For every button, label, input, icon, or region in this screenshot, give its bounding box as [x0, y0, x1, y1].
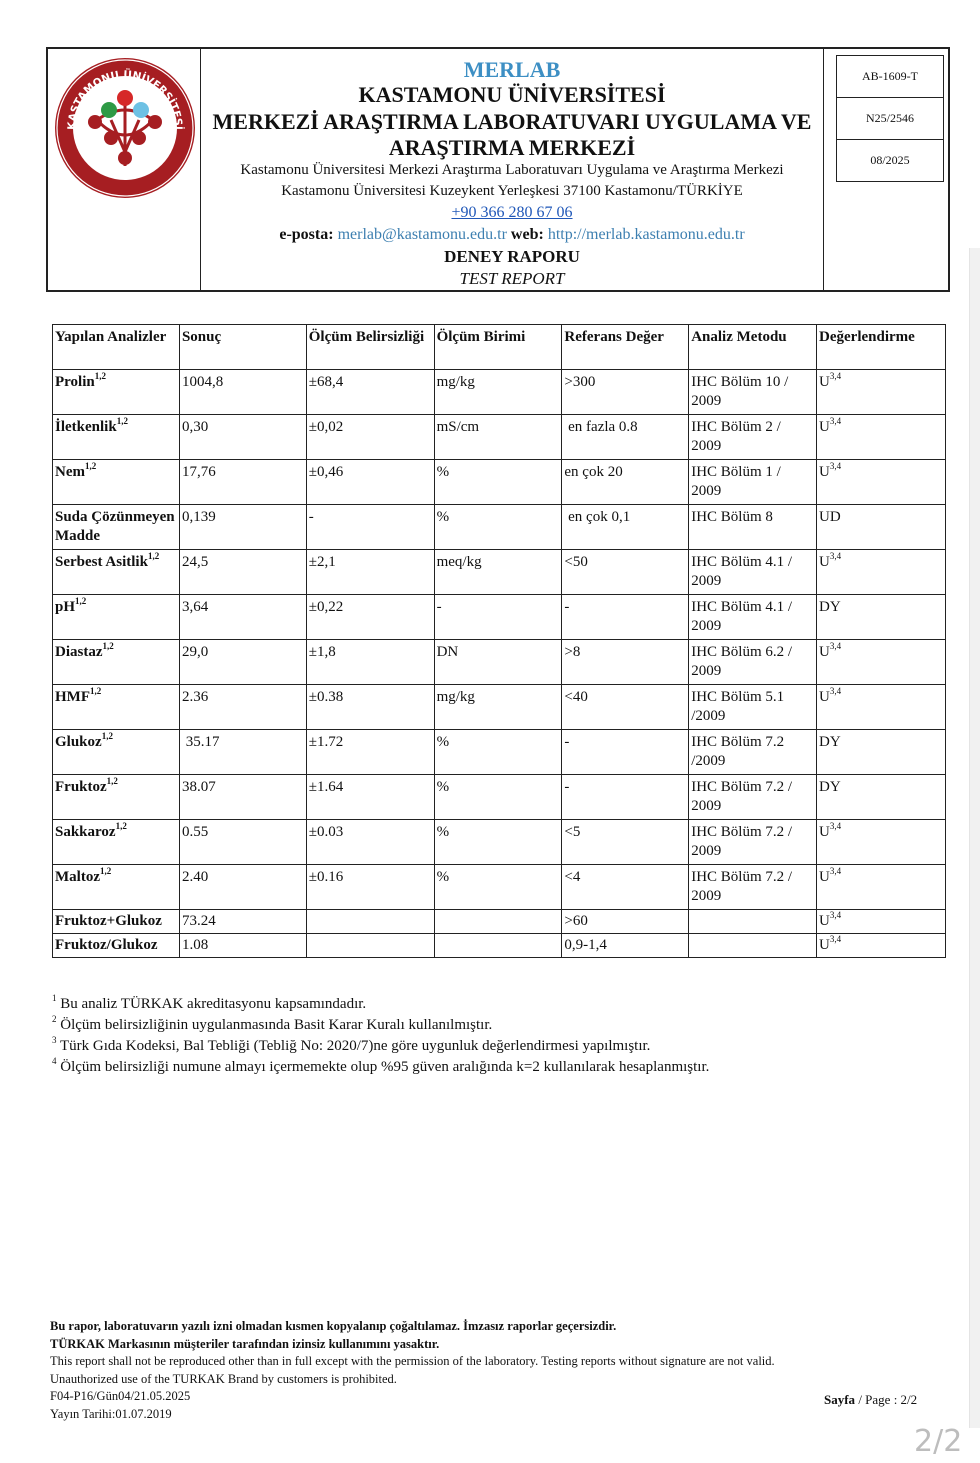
- unit-cell: %: [434, 820, 562, 865]
- report-title-en: TEST REPORT: [459, 269, 565, 288]
- evaluation-cell: U$^{3,4}$: [817, 910, 946, 934]
- method-cell: [689, 934, 817, 958]
- table-row: [53, 820, 946, 865]
- svg-text:KASTAMONU ÜNİVERSİTESİ: KASTAMONU ÜNİVERSİTESİ: [65, 68, 185, 131]
- footnotes: [52, 994, 709, 1078]
- result-cell: 3,64: [179, 595, 306, 640]
- column-header: Ölçüm Birimi: [434, 325, 562, 370]
- evaluation-cell: U$^{3,4}$: [817, 460, 946, 505]
- result-cell: 1.08: [179, 934, 306, 958]
- publish-date: Yayın Tarihi:01.07.2019: [50, 1406, 172, 1421]
- reference-cell: 0,9-1,4: [562, 934, 689, 958]
- analysis-name-cell: Suda Çözünmeyen Madde: [53, 505, 180, 550]
- analysis-name-cell: Sakkaroz$^{1,2}$: [53, 820, 180, 865]
- results-body: [53, 370, 946, 958]
- university-logo: [51, 54, 199, 202]
- uncertainty-cell: [306, 934, 434, 958]
- accreditation-code: AB-1609-T: [837, 56, 943, 98]
- method-cell: IHC Bölüm 7.2 / 2009: [689, 820, 817, 865]
- center-name-line2: ARAŞTIRMA MERKEZİ: [388, 135, 636, 160]
- footnote-item: $^2$ Ölçüm belirsizliğinin uygulanmasında Basit Karar Kuralı kullanılmıştır.: [52, 1014, 493, 1033]
- header-text: [201, 49, 823, 290]
- uncertainty-cell: [306, 910, 434, 934]
- analysis-name-cell: HMF$^{1,2}$: [53, 685, 180, 730]
- analysis-name-cell: Serbest Asitlik$^{1,2}$: [53, 550, 180, 595]
- table-row: [53, 460, 946, 505]
- report-title-tr: DENEY RAPORU: [444, 247, 580, 266]
- evaluation-cell: U$^{3,4}$: [817, 640, 946, 685]
- table-row: [53, 775, 946, 820]
- evaluation-cell: UD: [817, 505, 946, 550]
- table-row: [53, 505, 946, 550]
- evaluation-cell: DY: [817, 730, 946, 775]
- result-cell: 35.17: [179, 730, 306, 775]
- uncertainty-cell: ±0.38: [306, 685, 434, 730]
- copy-warning-tr: Bu rapor, laboratuvarın yazılı izni olmadan kısmen kopyalanıp çoğaltılamaz. İmzasız raporlar geçersizdir.: [50, 1319, 617, 1333]
- method-cell: IHC Bölüm 7.2 / 2009: [689, 865, 817, 910]
- method-cell: [689, 910, 817, 934]
- reference-cell: <50: [562, 550, 689, 595]
- method-cell: IHC Bölüm 7.2 / 2009: [689, 775, 817, 820]
- unit-cell: %: [434, 865, 562, 910]
- reference-cell: -: [562, 775, 689, 820]
- phone-link[interactable]: +90 366 280 67 06: [451, 204, 573, 221]
- result-cell: 0.55: [179, 820, 306, 865]
- reference-cell: en fazla 0.8: [562, 415, 689, 460]
- unit-cell: %: [434, 775, 562, 820]
- method-cell: IHC Bölüm 7.2 /2009: [689, 730, 817, 775]
- result-cell: 0,139: [179, 505, 306, 550]
- analysis-name-cell: Fruktoz$^{1,2}$: [53, 775, 180, 820]
- result-cell: 2.36: [179, 685, 306, 730]
- unit-cell: %: [434, 505, 562, 550]
- report-date: 08/2025: [870, 153, 910, 167]
- table-row: [53, 550, 946, 595]
- reference-cell: en çok 20: [562, 460, 689, 505]
- column-header: Referans Değer: [562, 325, 689, 370]
- analysis-name-cell: Fruktoz+Glukoz: [53, 910, 180, 934]
- unit-cell: DN: [434, 640, 562, 685]
- footnote-item: $^3$ Türk Gıda Kodeksi, Bal Tebliği (Tebliğ No: 2020/7)ne göre uygunluk değerlendirmesi yapılmıştır.: [52, 1035, 651, 1054]
- form-code: F04-P16/Gün04/21.05.2025: [50, 1389, 191, 1403]
- table-header-row: [53, 325, 946, 370]
- analysis-name-cell: Glukoz$^{1,2}$: [53, 730, 180, 775]
- uncertainty-cell: -: [306, 505, 434, 550]
- viewer-page-indicator: 2/2: [914, 1424, 963, 1459]
- analysis-name-cell: pH$^{1,2}$: [53, 595, 180, 640]
- evaluation-cell: U$^{3,4}$: [817, 685, 946, 730]
- footnote-item: $^1$ Bu analiz TÜRKAK akreditasyonu kapsamındadır.: [52, 993, 367, 1012]
- report-number: N25/2546: [837, 98, 943, 140]
- page-number: Sayfa / Page : 2/2: [824, 1392, 918, 1407]
- evaluation-cell: DY: [817, 595, 946, 640]
- copy-warning-en: This report shall not be reproduced other than in full except with the permission of the laboratory. Testing reports without signature are not valid.: [50, 1354, 775, 1368]
- table-row: [53, 865, 946, 910]
- column-header: Sonuç: [179, 325, 306, 370]
- evaluation-cell: U$^{3,4}$: [817, 820, 946, 865]
- table-row: [53, 415, 946, 460]
- unit-cell: -: [434, 595, 562, 640]
- evaluation-cell: DY: [817, 775, 946, 820]
- footnote-item: $^4$ Ölçüm belirsizliği numune almayı içermemekte olup %95 güven aralığında k=2 kullanılarak hesaplanmıştır.: [52, 1056, 710, 1075]
- column-header: Ölçüm Belirsizliği: [306, 325, 434, 370]
- result-cell: 38.07: [179, 775, 306, 820]
- logo-cell: [48, 49, 201, 290]
- method-cell: IHC Bölüm 8: [689, 505, 817, 550]
- uncertainty-cell: ±1.72: [306, 730, 434, 775]
- method-cell: IHC Bölüm 4.1 / 2009: [689, 550, 817, 595]
- analysis-name-cell: Nem$^{1,2}$: [53, 460, 180, 505]
- result-cell: 24,5: [179, 550, 306, 595]
- table-row: [53, 910, 946, 934]
- analysis-name-cell: Prolin$^{1,2}$: [53, 370, 180, 415]
- reference-cell: <5: [562, 820, 689, 865]
- uncertainty-cell: ±2,1: [306, 550, 434, 595]
- unit-cell: mS/cm: [434, 415, 562, 460]
- lab-short-name: MERLAB: [463, 57, 561, 82]
- evaluation-cell: U$^{3,4}$: [817, 550, 946, 595]
- uncertainty-cell: ±0,22: [306, 595, 434, 640]
- reference-cell: en çok 0,1: [562, 505, 689, 550]
- unit-cell: mg/kg: [434, 370, 562, 415]
- unit-cell: %: [434, 460, 562, 505]
- web-link[interactable]: http://merlab.kastamonu.edu.tr: [547, 226, 745, 243]
- reference-cell: >8: [562, 640, 689, 685]
- column-header: Değerlendirme: [817, 325, 946, 370]
- reference-cell: <40: [562, 685, 689, 730]
- evaluation-cell: U$^{3,4}$: [817, 865, 946, 910]
- report-footer: [50, 1318, 775, 1423]
- email-link[interactable]: merlab@kastamonu.edu.tr: [337, 226, 507, 243]
- analysis-name-cell: Fruktoz/Glukoz: [53, 934, 180, 958]
- method-cell: IHC Bölüm 6.2 / 2009: [689, 640, 817, 685]
- evaluation-cell: U$^{3,4}$: [817, 370, 946, 415]
- address-line1: Kastamonu Üniversitesi Merkezi Araştırma Laboratuvarı Uygulama ve Araştırma Merkezi: [240, 162, 784, 178]
- table-row: [53, 640, 946, 685]
- unit-cell: [434, 934, 562, 958]
- reference-cell: <4: [562, 865, 689, 910]
- column-header: Yapılan Analizler: [53, 325, 180, 370]
- uncertainty-cell: ±1,8: [306, 640, 434, 685]
- university-name: KASTAMONU ÜNİVERSİTESİ: [358, 82, 666, 107]
- uncertainty-cell: ±0.03: [306, 820, 434, 865]
- analysis-name-cell: Maltoz$^{1,2}$: [53, 865, 180, 910]
- reference-cell: -: [562, 730, 689, 775]
- svg-text:MERKEZİ ARAŞTIRMA LABORATUVARI: MERKEZİ ARAŞTIRMA LABORATUVARI: [83, 148, 167, 176]
- email-label: e-posta:: [279, 226, 334, 243]
- result-cell: 29,0: [179, 640, 306, 685]
- analysis-name-cell: İletkenlik$^{1,2}$: [53, 415, 180, 460]
- uncertainty-cell: ±1.64: [306, 775, 434, 820]
- result-cell: 1004,8: [179, 370, 306, 415]
- method-cell: IHC Bölüm 4.1 / 2009: [689, 595, 817, 640]
- unit-cell: %: [434, 730, 562, 775]
- report-header: [46, 47, 950, 292]
- evaluation-cell: U$^{3,4}$: [817, 934, 946, 958]
- document-codes: [836, 55, 944, 182]
- brand-warning-en: Unauthorized use of the TURKAK Brand by customers is prohibited.: [50, 1371, 397, 1386]
- method-cell: IHC Bölüm 5.1 /2009: [689, 685, 817, 730]
- reference-cell: -: [562, 595, 689, 640]
- unit-cell: mg/kg: [434, 685, 562, 730]
- unit-cell: [434, 910, 562, 934]
- reference-cell: >60: [562, 910, 689, 934]
- table-row: [53, 730, 946, 775]
- result-cell: 17,76: [179, 460, 306, 505]
- viewer-scrollbar[interactable]: [969, 248, 980, 1428]
- address-line2: Kastamonu Üniversitesi Kuzeykent Yerleşkesi 37100 Kastamonu/TÜRKİYE: [281, 183, 743, 199]
- table-row: [53, 934, 946, 958]
- evaluation-cell: U$^{3,4}$: [817, 415, 946, 460]
- uncertainty-cell: ±0.16: [306, 865, 434, 910]
- table-row: [53, 685, 946, 730]
- web-label: web:: [510, 226, 544, 243]
- result-cell: 0,30: [179, 415, 306, 460]
- result-cell: 2.40: [179, 865, 306, 910]
- results-table: [52, 324, 946, 958]
- unit-cell: meq/kg: [434, 550, 562, 595]
- uncertainty-cell: ±0,02: [306, 415, 434, 460]
- result-cell: 73.24: [179, 910, 306, 934]
- method-cell: IHC Bölüm 1 / 2009: [689, 460, 817, 505]
- uncertainty-cell: ±0,46: [306, 460, 434, 505]
- document-codes-cell: [823, 49, 948, 290]
- reference-cell: >300: [562, 370, 689, 415]
- method-cell: IHC Bölüm 2 / 2009: [689, 415, 817, 460]
- method-cell: IHC Bölüm 10 / 2009: [689, 370, 817, 415]
- column-header: Analiz Metodu: [689, 325, 817, 370]
- table-row: [53, 595, 946, 640]
- table-row: [53, 370, 946, 415]
- uncertainty-cell: ±68,4: [306, 370, 434, 415]
- analysis-name-cell: Diastaz$^{1,2}$: [53, 640, 180, 685]
- center-name-line1: MERKEZİ ARAŞTIRMA LABORATUVARI UYGULAMA VE: [212, 109, 812, 134]
- brand-warning-tr: TÜRKAK Markasının müşteriler tarafından izinsiz kullanımını yasaktır.: [50, 1336, 440, 1351]
